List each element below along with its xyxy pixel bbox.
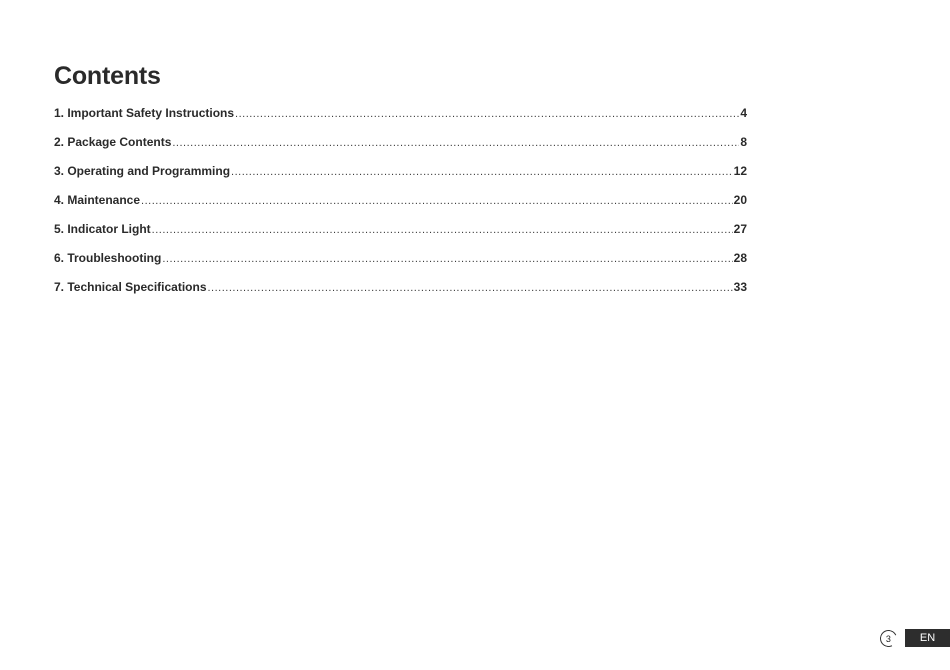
toc-entry-label: 6. Troubleshooting	[54, 251, 162, 265]
toc-entry-label: 5. Indicator Light	[54, 222, 151, 236]
toc-entry-page: 4	[740, 106, 747, 120]
toc-entry-label: 4. Maintenance	[54, 193, 141, 207]
page-number: 3	[885, 632, 892, 643]
toc-entry-page: 12	[733, 164, 747, 178]
page-number-badge	[878, 627, 900, 649]
toc-entry-troubleshooting[interactable]	[54, 251, 747, 280]
toc-entry-label: 7. Technical Specifications	[54, 280, 207, 294]
page-footer	[880, 628, 950, 648]
language-badge: EN	[905, 629, 950, 647]
toc-entry-technical-specifications[interactable]	[54, 280, 747, 309]
toc-entry-page: 33	[733, 280, 747, 294]
toc-entry-label: 2. Package Contents	[54, 135, 172, 149]
toc-entry-page: 8	[740, 135, 747, 149]
toc-entry-maintenance[interactable]	[54, 193, 747, 222]
page-title: Contents	[54, 62, 161, 90]
dot-leader	[172, 137, 739, 149]
dot-leader	[141, 195, 733, 207]
toc-entry-package-contents[interactable]	[54, 135, 747, 164]
dot-leader	[231, 166, 733, 178]
toc-entry-indicator-light[interactable]	[54, 222, 747, 251]
toc-entry-page: 27	[733, 222, 747, 236]
toc-entry-safety-instructions[interactable]	[54, 106, 747, 135]
dot-leader	[235, 108, 739, 120]
toc-entry-operating-programming[interactable]	[54, 164, 747, 193]
dot-leader	[162, 253, 732, 265]
toc-entry-label: 3. Operating and Programming	[54, 164, 231, 178]
dot-leader	[152, 224, 733, 236]
toc-entry-page: 28	[733, 251, 747, 265]
toc-entry-page: 20	[733, 193, 747, 207]
table-of-contents	[54, 106, 747, 309]
toc-entry-label: 1. Important Safety Instructions	[54, 106, 235, 120]
dot-leader	[208, 282, 733, 294]
